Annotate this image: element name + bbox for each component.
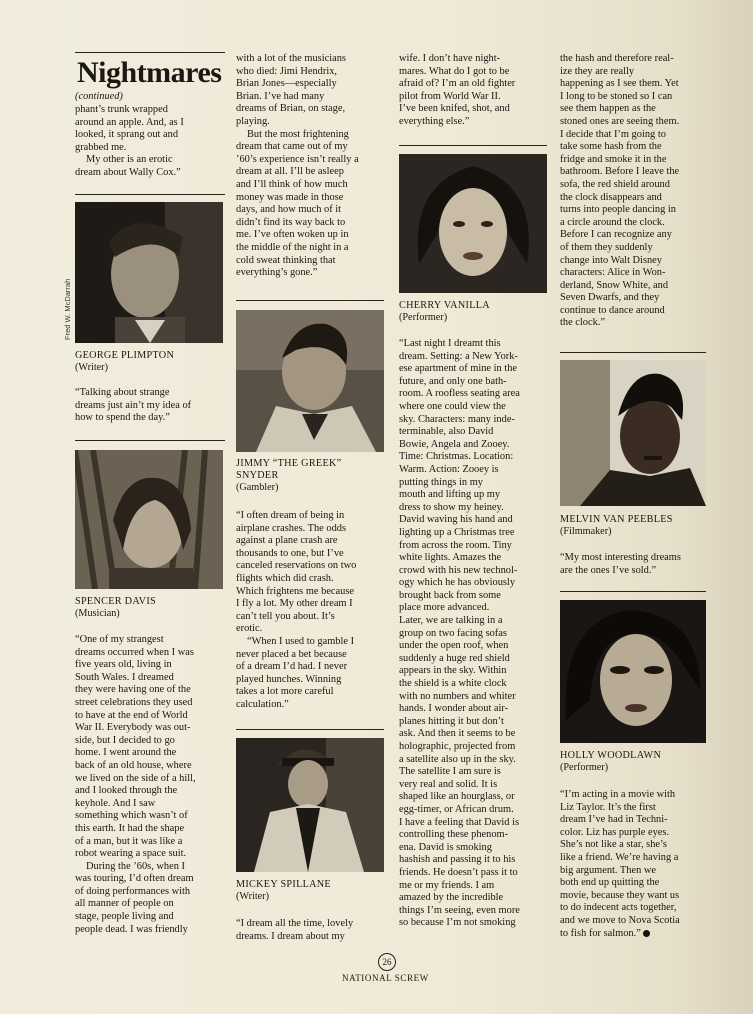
text-line: money was made in those bbox=[236, 191, 344, 203]
text-line: holographic, projected from bbox=[399, 741, 516, 752]
quote-jimmy-snyder bbox=[236, 510, 386, 712]
text-line: friends. He doesn’t pass it to bbox=[399, 866, 518, 878]
intro-text bbox=[75, 104, 225, 180]
text-line: the shield is a white clock bbox=[399, 678, 507, 690]
text-line: suddenly a huge red shield bbox=[399, 652, 510, 664]
section-rule bbox=[236, 729, 384, 730]
quote-george-plimpton bbox=[75, 387, 225, 425]
text-line: movie, because they want us bbox=[560, 889, 680, 901]
text-line: dreams occurred when I was bbox=[75, 646, 194, 658]
text-line: change into Walt Disney bbox=[560, 254, 662, 266]
text-line: people dead. I was friendly bbox=[75, 923, 188, 935]
text-line: ogy which he has obviously bbox=[399, 577, 516, 589]
photo-spencer-davis bbox=[75, 450, 223, 589]
text-line: dream. Setting: a New York- bbox=[399, 350, 518, 362]
text-line: against a plane crash are bbox=[236, 535, 338, 547]
text-line: Later, we are talking in a bbox=[399, 615, 503, 627]
text-line: I decide that I’m going to bbox=[560, 128, 666, 140]
person-role: (Performer) bbox=[560, 762, 609, 773]
text-line: a satellite also up in the sky. bbox=[399, 753, 516, 765]
photo-credit: Fred W. McDarrah bbox=[63, 278, 72, 340]
quote-holly-woodlawn bbox=[560, 789, 710, 940]
person-name-cont: SNYDER bbox=[236, 470, 279, 481]
text-line: they were having one of the bbox=[75, 684, 191, 696]
text-line: Time: Christmas. Location: bbox=[399, 451, 514, 463]
section-rule bbox=[75, 440, 225, 441]
text-line: of them they suddenly bbox=[560, 241, 653, 253]
text-line: Before I can recognize any bbox=[560, 229, 672, 241]
text-line: fridge and smoke it in the bbox=[560, 153, 667, 165]
text-line: ask. And then it seems to be bbox=[399, 728, 516, 740]
text-line: The satellite I am sure is bbox=[399, 766, 501, 778]
text-line: amazed by the incredible bbox=[399, 892, 504, 904]
text-line: bathroom. Before I leave the bbox=[560, 166, 680, 178]
text-line: hands. I wonder about air- bbox=[399, 703, 509, 715]
text-line: where one could view the bbox=[399, 400, 506, 412]
text-line: how to spend the day.” bbox=[75, 412, 170, 424]
photo-mickey-spillane bbox=[236, 738, 384, 872]
text-line: grabbed me. bbox=[75, 141, 127, 153]
text-line: the middle of the night in a bbox=[236, 241, 349, 253]
photo-cherry-vanilla bbox=[399, 154, 547, 293]
text-line: with a lot of the musicians bbox=[236, 53, 346, 64]
text-line: me. I’ve often woken up in bbox=[236, 229, 349, 241]
title-rule bbox=[75, 52, 225, 53]
text-line: white lights. Amazes the bbox=[399, 552, 502, 564]
person-name: JIMMY “THE GREEK” bbox=[236, 458, 342, 469]
person-name: CHERRY VANILLA bbox=[399, 300, 490, 311]
text-line: hashish and passing it to his bbox=[399, 854, 516, 866]
person-role: (Gambler) bbox=[236, 482, 279, 493]
text-line: David waving his hand and bbox=[399, 514, 513, 526]
text-line: playing. bbox=[236, 115, 270, 127]
section-rule bbox=[236, 300, 384, 301]
text-line: turns into people dancing in bbox=[560, 204, 677, 216]
quote-mickey-spillane bbox=[236, 918, 386, 943]
text-line: didn’t find its way back to bbox=[236, 216, 346, 228]
text-line: canceled reservations on two bbox=[236, 560, 357, 572]
text-line: flights which did crash. bbox=[236, 572, 334, 584]
text-line: to fish for salmon.” bbox=[560, 927, 641, 939]
text-line: dream that came out of my bbox=[236, 141, 348, 153]
text-line: ena. David is smoking bbox=[399, 841, 492, 853]
text-line: place more advanced. bbox=[399, 602, 490, 614]
person-name: GEORGE PLIMPTON bbox=[75, 350, 175, 361]
text-line: lighting up a Christmas tree bbox=[399, 526, 515, 538]
text-line: back of an old house, where bbox=[75, 759, 192, 771]
text-line: brought back from some bbox=[399, 589, 501, 601]
text-line: sofa, the red shield around bbox=[560, 178, 670, 190]
text-line: South Wales. I dreamed bbox=[75, 671, 174, 683]
quote-melvin-van-peebles bbox=[560, 552, 710, 577]
text-line: “When I used to gamble I bbox=[247, 635, 355, 647]
text-line: I long to be stoned so I can bbox=[560, 90, 673, 102]
text-line: never placed a bet because bbox=[236, 648, 347, 660]
text-line: dress to show my heiney. bbox=[399, 501, 504, 513]
text-line: who died: Jimi Hendrix, bbox=[236, 65, 338, 77]
text-line: room. A roofless seating area bbox=[399, 388, 520, 400]
section-rule bbox=[399, 145, 547, 146]
text-line: to have at the end of World bbox=[75, 709, 188, 721]
text-line: of doing performances with bbox=[75, 885, 191, 897]
text-line: terminable, also David bbox=[399, 426, 494, 438]
text-line: afraid of? I’m an old fighter bbox=[399, 78, 516, 90]
text-line: “I dream all the time, lovely bbox=[236, 918, 354, 929]
section-rule bbox=[560, 591, 706, 592]
text-line: dream I’ve had in Techni- bbox=[560, 814, 668, 826]
text-line: cold sweat thinking that bbox=[236, 254, 336, 266]
person-role: (Writer) bbox=[75, 362, 108, 373]
text-line: are the ones I’ve sold.” bbox=[560, 564, 657, 576]
photo-jimmy-snyder bbox=[236, 310, 384, 452]
text-line: was touring, I’d often dream bbox=[75, 873, 194, 885]
text-line: we lived on the side of a hill, bbox=[75, 772, 196, 784]
text-line: shaped like an hourglass, or bbox=[399, 791, 515, 803]
person-name: HOLLY WOODLAWN bbox=[560, 750, 662, 761]
person-role: (Musician) bbox=[75, 608, 120, 619]
text-line: around an apple. And, as I bbox=[75, 116, 184, 128]
person-role: (Performer) bbox=[399, 312, 448, 323]
text-line: “I often dream of being in bbox=[236, 510, 345, 521]
text-line: She’s not like a star, she’s bbox=[560, 839, 667, 851]
end-mark-icon bbox=[643, 930, 650, 937]
text-line: group on two facing sofas bbox=[399, 627, 507, 639]
text-line: take some hash from the bbox=[560, 141, 662, 153]
text-line: like a friend. We’re having a bbox=[560, 851, 679, 863]
photo-george-plimpton bbox=[75, 202, 223, 343]
person-name: SPENCER DAVIS bbox=[75, 596, 156, 607]
text-line: days, and how much of it bbox=[236, 204, 342, 216]
text-line: planes hitting it but don’t bbox=[399, 715, 504, 727]
text-line: Which frightens me because bbox=[236, 585, 355, 597]
text-line: things I’m seeing, even more bbox=[399, 904, 520, 916]
text-line: future, and only one bath- bbox=[399, 375, 507, 387]
text-line: Bowie, Angela and Zooey. bbox=[399, 438, 510, 450]
text-line: calculation.” bbox=[236, 698, 289, 710]
text-line: thousands to one, but I’ve bbox=[236, 547, 344, 559]
text-line: played hunches. Winning bbox=[236, 673, 342, 685]
text-line: and I’ll think of how much bbox=[236, 178, 348, 190]
text-line: putting things in my bbox=[399, 476, 483, 488]
text-line: mouth and lifting up my bbox=[399, 489, 501, 501]
text-line: stoned ones are seeing them. bbox=[560, 115, 680, 127]
section-rule bbox=[560, 352, 706, 353]
text-line: this earth. It had the shape bbox=[75, 822, 185, 834]
text-line: under the open roof, when bbox=[399, 640, 509, 652]
text-line: of a dream I’d had. I never bbox=[236, 661, 348, 673]
text-line: keyhole. And I saw bbox=[75, 797, 156, 809]
text-line: Brian. I’ve had many bbox=[236, 90, 325, 102]
page-number: 26 bbox=[378, 953, 396, 971]
person-role: (Writer) bbox=[236, 891, 269, 902]
continued-label: (continued) bbox=[75, 91, 123, 102]
text-line: ize they are really bbox=[560, 65, 635, 77]
text-block bbox=[236, 53, 386, 280]
text-line: the clock disappears and bbox=[560, 191, 662, 203]
person-name: MELVIN VAN PEEBLES bbox=[560, 514, 673, 525]
text-line: all manner of people on bbox=[75, 898, 174, 910]
text-line: I’ve been knifed, shot, and bbox=[399, 103, 510, 115]
text-line: dreams. I dream about my bbox=[236, 930, 345, 942]
text-line: from across the room. Tiny bbox=[399, 539, 512, 551]
text-line: both end up quitting the bbox=[560, 877, 660, 889]
text-line: I have a feeling that David is bbox=[399, 816, 520, 828]
text-line: ese apartment of mine in the bbox=[399, 363, 518, 375]
text-block bbox=[399, 53, 549, 129]
text-line: Warm. Action: Zooey is bbox=[399, 463, 499, 475]
photo-holly-woodlawn bbox=[560, 600, 706, 743]
text-line: the hash and therefore real- bbox=[560, 53, 674, 64]
text-line: everything else.” bbox=[399, 115, 470, 127]
text-line: stage, people living and bbox=[75, 911, 174, 923]
text-line: sky. Characters: many inde- bbox=[399, 413, 515, 425]
text-line: looked, it sprang out and bbox=[75, 129, 179, 141]
text-line: of a man, but it was like a bbox=[75, 835, 183, 847]
text-line: something which wasn’t of bbox=[75, 810, 188, 822]
photo-melvin-van-peebles bbox=[560, 360, 706, 506]
text-line: “One of my strangest bbox=[75, 634, 164, 645]
text-line: “I’m acting in a movie with bbox=[560, 789, 676, 800]
text-line: dreams of Brian, on stage, bbox=[236, 103, 346, 115]
text-line: crowd with his new technol- bbox=[399, 564, 518, 576]
text-line: takes a lot more careful bbox=[236, 686, 334, 698]
text-line: can’t tell you about. It’s bbox=[236, 610, 335, 622]
text-line: “Talking about strange bbox=[75, 387, 170, 398]
text-line: phant’s trunk wrapped bbox=[75, 104, 168, 115]
text-line: dreams just ain’t my idea of bbox=[75, 399, 192, 411]
text-line: Liz Taylor. It’s the first bbox=[560, 801, 656, 813]
publication-name: NATIONAL SCREW bbox=[342, 973, 429, 983]
text-line: controlling these phenom- bbox=[399, 829, 509, 841]
text-line: But the most frightening bbox=[247, 128, 349, 140]
text-line: characters: Alice in Won- bbox=[560, 267, 666, 279]
text-line: War II. Everybody was out- bbox=[75, 722, 191, 734]
text-block bbox=[560, 53, 710, 330]
text-line: robot wearing a space suit. bbox=[75, 848, 187, 860]
text-line: very real and solid. It is bbox=[399, 778, 498, 790]
text-line: wife. I don’t have night- bbox=[399, 53, 501, 64]
text-line: egg-timer, or African drum. bbox=[399, 803, 514, 815]
text-line: with no numbers and whiter bbox=[399, 690, 516, 702]
text-line: Seven Dwarfs, and they bbox=[560, 292, 660, 304]
text-line: ’60’s experience isn’t really a bbox=[236, 153, 359, 165]
text-line: happening as I see them. Yet bbox=[560, 78, 679, 90]
person-name: MICKEY SPILLANE bbox=[236, 879, 331, 890]
article-title: Nightmares bbox=[77, 56, 222, 89]
text-line: five years old, living in bbox=[75, 659, 172, 671]
text-line: street celebrations they used bbox=[75, 696, 193, 708]
text-line: erotic. bbox=[236, 623, 263, 635]
text-line: and I looked through the bbox=[75, 785, 178, 797]
text-line: so because I’m not smoking bbox=[399, 917, 516, 929]
text-line: everything’s gone.” bbox=[236, 267, 318, 279]
quote-cherry-vanilla bbox=[399, 338, 549, 930]
section-rule bbox=[75, 194, 225, 195]
text-line: side, but I decided to go bbox=[75, 734, 175, 746]
text-line: to do indecent acts together, bbox=[560, 902, 677, 914]
text-line: and we move to Nova Scotia bbox=[560, 914, 680, 926]
text-line: continue to dance around bbox=[560, 304, 665, 316]
text-line: mares. What do I got to be bbox=[399, 65, 510, 77]
text-line: dream at all. I’ll be asleep bbox=[236, 166, 344, 178]
text-line: home. I went around the bbox=[75, 747, 177, 759]
text-line: “Last night I dreamt this bbox=[399, 338, 501, 349]
text-line: color. Liz has purple eyes. bbox=[560, 826, 670, 838]
text-line: airplane crashes. The odds bbox=[236, 522, 347, 534]
text-line: big argument. Then we bbox=[560, 864, 656, 876]
text-line: My other is an erotic bbox=[86, 154, 173, 166]
text-line: me or my friends. I am bbox=[399, 879, 495, 891]
text-line: dream about Wally Cox.” bbox=[75, 166, 181, 178]
text-line: During the ’60s, when I bbox=[86, 860, 185, 872]
text-line: the clock.” bbox=[560, 317, 606, 329]
text-line: derland, Snow White, and bbox=[560, 279, 669, 291]
text-line: Brian Jones—especially bbox=[236, 78, 337, 90]
quote-spencer-davis bbox=[75, 634, 225, 936]
person-role: (Filmmaker) bbox=[560, 526, 612, 537]
text-line: see them happen as the bbox=[560, 103, 656, 115]
text-line: “My most interesting dreams bbox=[560, 552, 681, 563]
text-line: I fly a lot. My other dream I bbox=[236, 598, 353, 610]
text-line: appears in the sky. Within bbox=[399, 665, 507, 677]
text-line: a circle around the clock. bbox=[560, 216, 665, 228]
text-line: pilot from World War II. bbox=[399, 90, 501, 102]
